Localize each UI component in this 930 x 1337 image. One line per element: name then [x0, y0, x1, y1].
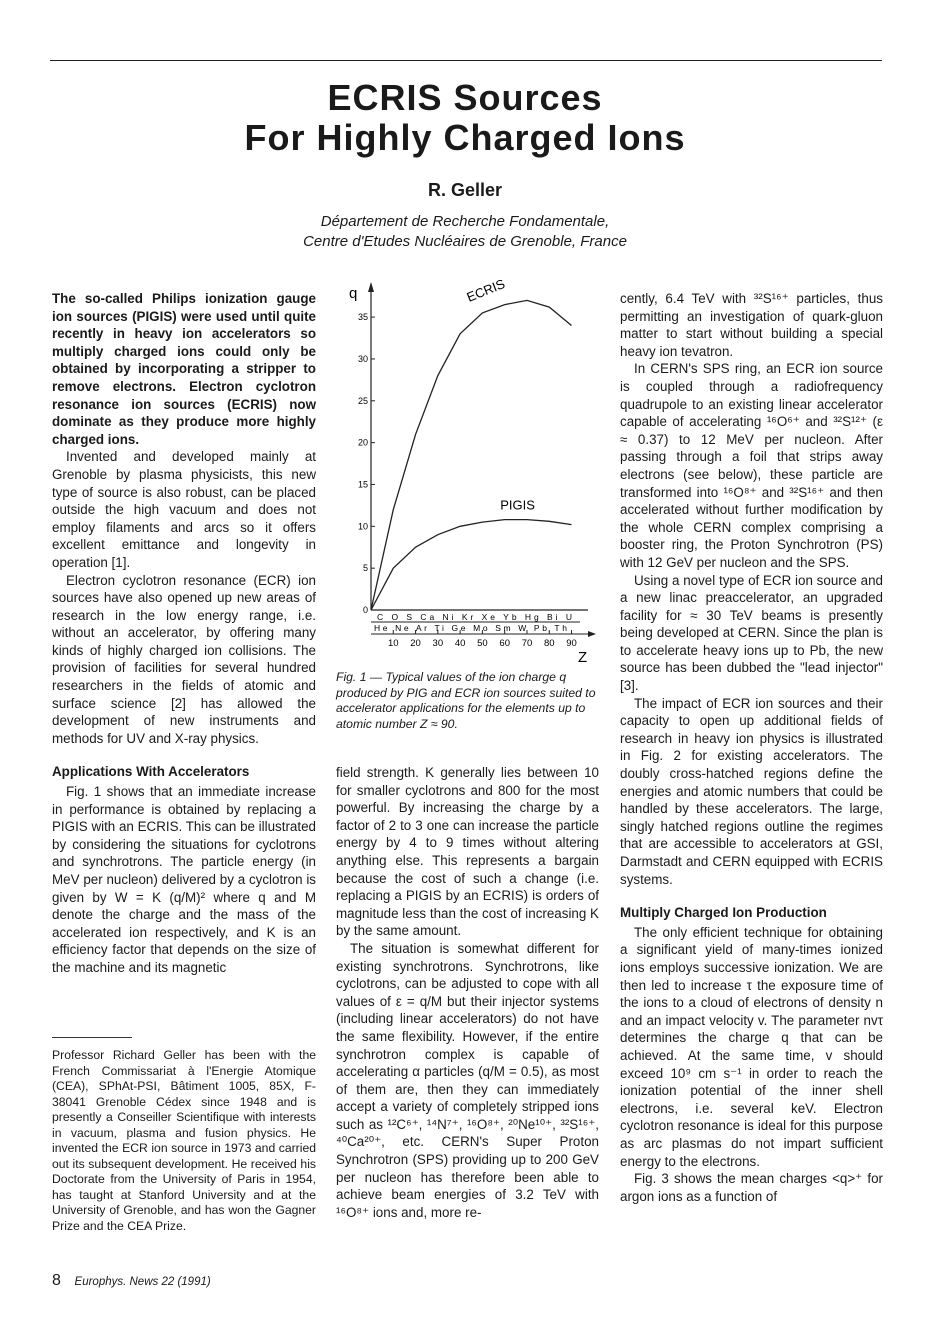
paragraph: Fig. 3 shows the mean charges <q>⁺ for argon ions as a function of: [620, 1171, 883, 1204]
y-tick-label: 30: [357, 353, 368, 364]
paragraph: Fig. 1 shows that an immediate increase in performance is obtained by replacing a PIGIS with an ECRIS. This can be illustrated by considering the situations for cyclotrons and synchrotrons. The particle energy (in MeV per nucleon) delivered by a cyclotron is given by W = K (q/M)² where q and M denote the charge and the mass of the accelerated ion respectively, and K is an efficiency factor that depends on the size of the machine and its magnetic: [52, 784, 316, 975]
column-2: [336, 764, 599, 1221]
paragraph: field strength. K generally lies between 10 for smaller cyclotrons and 800 for the most powerful. By increasing the charge by a factor of 2 to 3 one can increase the particle energy by 4 to 9 times without altering anything else. This represents a bargain because the cost of such a change (i.e. replacing a PIGIS by an ECRIS) is orders of magnitude less than the cost of increasing K by the same amount.: [336, 765, 599, 939]
x-tick-label: 70: [521, 638, 533, 649]
abstract: The so-called Philips ionization gauge ion sources (PIGIS) were used until quite recently in heavy ion accelerators so multiply charged ions could only be obtained by incorporating a stripper to remove electrons. Electron cyclotron resonance ion sources (ECRIS) now dominate as they produce more highly charged ions.: [52, 291, 316, 447]
article-title: [0, 78, 930, 158]
paragraph: Using a novel type of ECR ion source and a new linac preaccelerator, an upgraded facility for ≈ 30 TeV beams is presently being developed at CERN. Since the plan is to accelerate heavy ions up to Pb, the new source has been dubbed the "lead injector" [3].: [620, 572, 883, 694]
x-tick-label: 20: [410, 638, 421, 649]
series-line-pigis: [371, 520, 572, 610]
page-number: 8: [52, 1272, 61, 1289]
x-tick-label: 30: [432, 638, 444, 649]
column-1: [52, 290, 316, 977]
x-tick-label: 10: [387, 638, 399, 649]
chart-svg: [336, 280, 604, 665]
y-tick-label: 10: [357, 521, 368, 532]
affiliation: [0, 212, 930, 252]
title-line-1: ECRIS Sources: [327, 77, 603, 118]
x-tick-label: 90: [566, 638, 577, 649]
y-tick-label: 35: [357, 312, 368, 323]
series-line-ecris: [371, 300, 572, 610]
paragraph: Invented and developed mainly at Grenoble by plasma physicists, this new type of source is also robust, can be placed outside the high vacuum and does not employ filaments and arcs so it offers excellent emittance and longevity in operation [1].: [52, 449, 316, 570]
top-rule: [50, 60, 882, 61]
section-heading: Multiply Charged Ion Production: [620, 905, 827, 921]
figure-1: [336, 280, 604, 665]
paragraph: In CERN's SPS ring, an ECR ion source is coupled through a radiofrequency quadrupole to an existing linear accelerator capable of accelerating ¹⁶O⁶⁺ and ³²S¹²⁺ (ε ≈ 0.37) to 12 MeV per nucleon. After passing through a foil that strips away electrons (see below), these particle are transformed into ¹⁶O⁸⁺ and ³²S¹⁶⁺ and then accelerated without further modification by the whole CERN complex comprising a booster ring, the Proton Synchrotron (PS) with 12 GeV per nucleon and the SPS.: [620, 361, 883, 570]
section-heading: Applications With Accelerators: [52, 764, 250, 780]
y-tick-label: 0: [362, 605, 368, 615]
z-axis-arrow: [588, 631, 596, 637]
y-axis-label: q: [349, 285, 358, 302]
y-tick-label: 15: [357, 479, 368, 490]
paragraph: The only efficient technique for obtaining a significant yield of many-times ionized ions employs successive ionization. We are then led to increase τ the exposure time of the ions to a cloud of electrons of density n and an impact velocity v. The parameter nvτ determines the charge q that can be achieved. At the same time, v should exceed 10⁹ cm s⁻¹ in order to reach the ionization potential of the inner shell electrons, i.e. several keV. Electron cyclotron resonance is ideal for this purpose as arc plasmas do not impart sufficient energy to the electrons.: [620, 924, 883, 1169]
column-3: [620, 290, 883, 1205]
journal-reference: Europhys. News 22 (1991): [74, 1276, 211, 1288]
x-tick-label: 60: [499, 638, 510, 649]
y-tick-label: 20: [357, 437, 368, 448]
page-footer: [52, 1272, 211, 1290]
series-label-ecris: ECRIS: [464, 280, 508, 305]
paragraph: The impact of ECR ion sources and their capacity to open up additional fields of research in heavy ion physics is illustrated in Fig. 2 for existing accelerators. The doubly cross-hatched regions define the energies and atomic numbers that could be handled by these accelerators. The large, singly hatched regions outline the regimes that are accessible to accelerators at GSI, Darmstadt and CERN equipped with ECRIS systems.: [620, 695, 883, 887]
affiliation-line-2: Centre d'Etudes Nucléaires de Grenoble, France: [303, 233, 627, 250]
paragraph: Electron cyclotron resonance (ECR) ion sources have also opened up new areas of research in the low energy range, i.e. without an accelerator, by offering many kinds of highly charged ion collisions. The provision of facilities for several hundred researchers in the fields of atomic and surface science [2] has allowed the development of new instruments and methods for UV and X-ray physics.: [52, 572, 316, 746]
affiliation-line-1: Département de Recherche Fondamentale,: [320, 213, 610, 230]
footnote-rule: [52, 1037, 132, 1038]
elements-top-label: C O S Ca Ni Kr Xe Yb Hg Bi U: [377, 612, 572, 622]
series-label-pigis: PIGIS: [500, 497, 535, 513]
x-axis-label: Z: [578, 649, 588, 665]
y-tick-label: 25: [357, 395, 368, 406]
y-tick-label: 5: [362, 563, 368, 574]
figure-caption: Fig. 1 — Typical values of the ion charge q produced by PIG and ECR ion sources suited to accelerator applications for the elements up to atomic number Z ≈ 90.: [336, 670, 596, 731]
author-bio: Professor Richard Geller has been with the French Commissariat à l'Energie Atomique (CEA), SPhAt-PSI, Bâtiment 1005, 85X, F-38041 Grenoble Cédex since 1948 and is presently a Conseiller Scientifique with interests in vacuum, plasma and fusion physics. He invented the ECR ion source in 1973 and carried out its subsequent development. He received his Doctorate from the University of Paris in 1954, has taught at Stanford University and at the University of Grenoble, and has won the Gagner Prize and the CEA Prize.: [52, 1048, 316, 1233]
paragraph: The situation is somewhat different for existing synchrotrons. Synchrotrons, like cyclotrons, can be adjusted to cope with all values of ε = q/M but their injector systems (including linear accelerators) do not have the same flexibility. However, if the entire synchrotron complex is capable of accelerating α particles (q/M = 0.5), as most of them are, then they can immediately accept a variety of completely stripped ions such as ¹²C⁶⁺, ¹⁴N⁷⁺, ¹⁶O⁸⁺, ²⁰Ne¹⁰⁺, ³²S¹⁶⁺, ⁴⁰Ca²⁰⁺, etc. CERN's Super Proton Synchrotron (SPS) providing up to 200 GeV per nucleon has therefore been able to achieve beam energies of 3.2 TeV with ¹⁶O⁸⁺ ions and, more re-: [336, 940, 599, 1220]
paragraph: cently, 6.4 TeV with ³²S¹⁶⁺ particles, thus permitting an investigation of quark-gluon matter to start without building a special heavy ion tevatron.: [620, 291, 883, 359]
x-tick-label: 80: [543, 638, 555, 649]
elements-bottom-label: He Ne Ar Ti Ge Mo Sm W Pb Th: [374, 623, 567, 633]
y-axis-arrow: [368, 282, 374, 292]
x-tick-label: 50: [477, 638, 488, 649]
title-line-2: For Highly Charged Ions: [244, 117, 686, 158]
author: R. Geller: [427, 180, 503, 200]
x-tick-label: 40: [454, 638, 466, 649]
